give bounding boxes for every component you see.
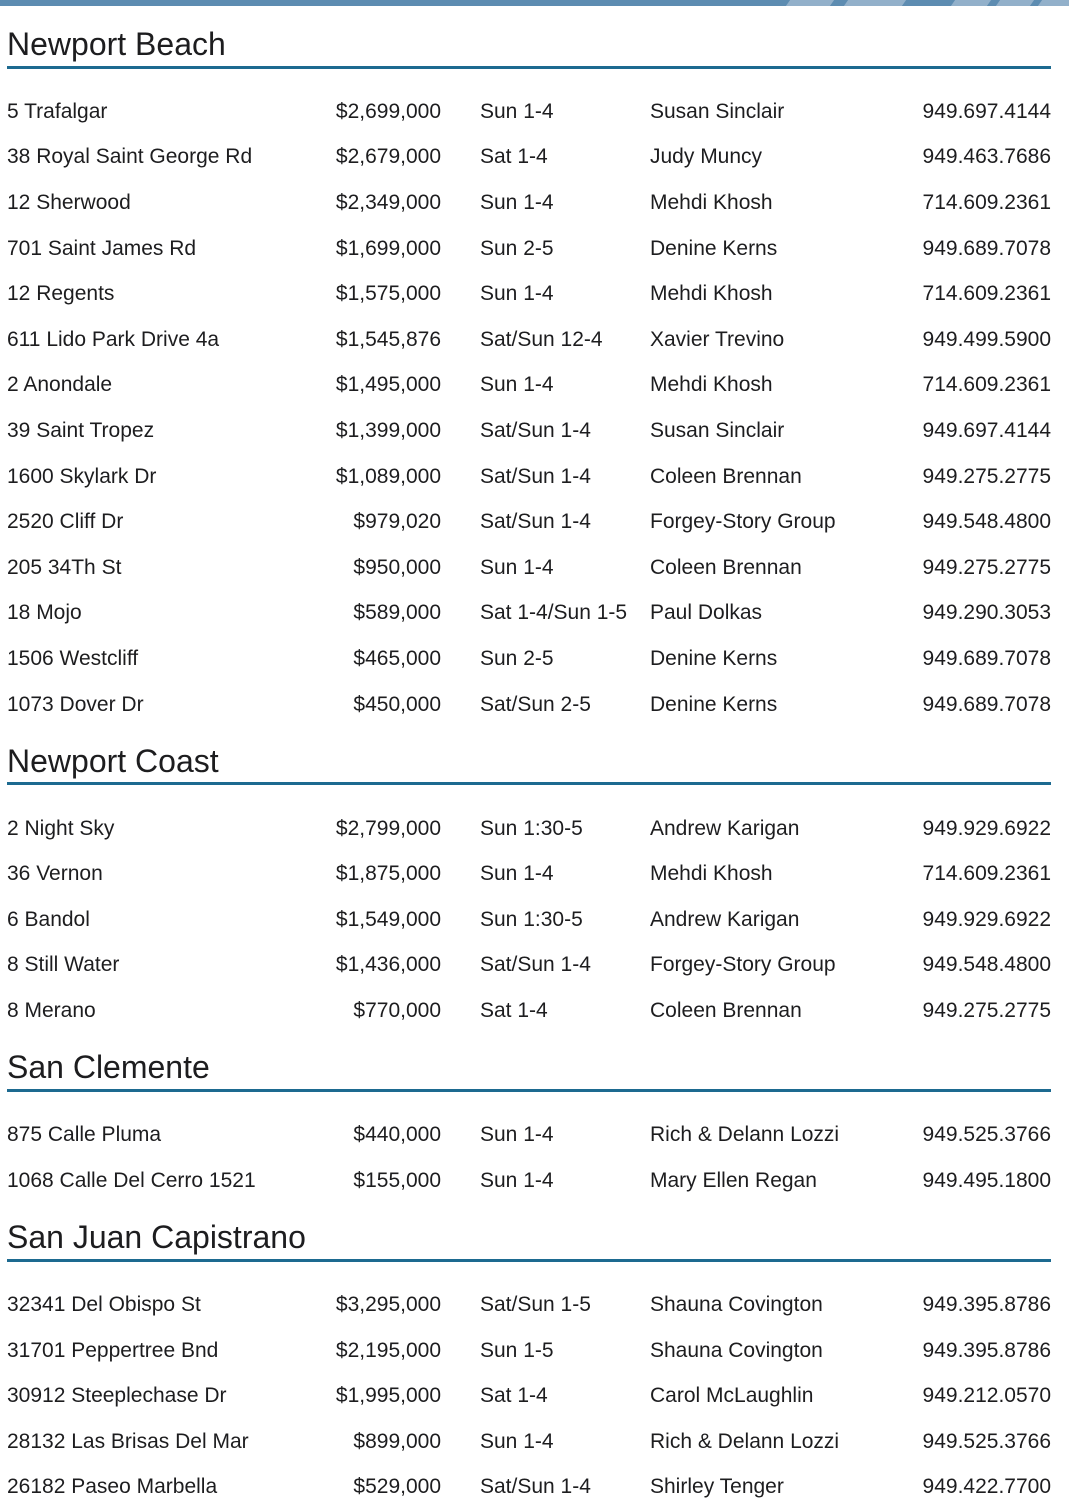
listing-price: $1,875,000 (335, 862, 441, 886)
listing-phone: 949.929.6922 (922, 816, 1051, 840)
listing-open-time: Sat/Sun 1-4 (480, 510, 591, 534)
listing-row (7, 1373, 1051, 1419)
listing-row (7, 134, 1051, 180)
section-title: Newport Beach (7, 27, 1051, 69)
listing-address: 5 Trafalgar (7, 99, 108, 123)
listing-agent: Shauna Covington (650, 1292, 823, 1316)
listing-open-time: Sun 1-4 (480, 99, 554, 123)
listing-agent: Denine Kerns (650, 236, 778, 260)
section-title: San Juan Capistrano (7, 1220, 1051, 1262)
listing-open-time: Sun 1-4 (480, 1123, 554, 1147)
listing-open-time: Sun 1-4 (480, 282, 554, 306)
listing-price: $450,000 (353, 692, 441, 716)
listing-price: $589,000 (353, 601, 441, 625)
listing-row (7, 271, 1051, 317)
listing-row (7, 89, 1051, 135)
listing-open-time: Sat/Sun 12-4 (480, 327, 603, 351)
listing-open-time: Sat 1-4 (480, 999, 548, 1023)
listing-address: 2 Anondale (7, 373, 113, 397)
listing-phone: 949.689.7078 (922, 236, 1051, 260)
listing-phone: 949.290.3053 (922, 601, 1051, 625)
listing-price: $529,000 (353, 1475, 441, 1499)
listing-price: $1,995,000 (335, 1384, 441, 1408)
listing-rows (7, 69, 1051, 729)
listing-open-time: Sun 1:30-5 (480, 907, 583, 931)
listing-open-time: Sun 2-5 (480, 646, 554, 670)
listing-price: $440,000 (353, 1123, 441, 1147)
listing-agent: Shauna Covington (650, 1338, 823, 1362)
listing-price: $1,575,000 (335, 282, 441, 306)
listing-price: $1,495,000 (335, 373, 441, 397)
listing-phone: 949.275.2775 (922, 999, 1051, 1023)
listing-row (7, 590, 1051, 636)
listing-address: 39 Saint Tropez (7, 419, 155, 442)
listing-address: 701 Saint James Rd (7, 236, 197, 260)
listing-price: $1,699,000 (335, 236, 441, 260)
listing-row (7, 988, 1051, 1034)
listing-phone: 949.495.1800 (922, 1168, 1051, 1192)
listing-agent: Rich & Delann Lozzi (650, 1429, 840, 1453)
listing-row (7, 1327, 1051, 1373)
listing-phone: 949.525.3766 (922, 1123, 1051, 1147)
listing-open-time: Sat/Sun 1-4 (480, 419, 591, 442)
listing-address: 205 34Th St (7, 555, 122, 579)
section-title: Newport Coast (7, 744, 1051, 786)
listing-open-time: Sun 1-4 (480, 191, 554, 215)
city-section (7, 27, 1051, 729)
top-bar-stripe (844, 0, 906, 6)
listing-address: 8 Still Water (7, 953, 120, 977)
listing-address: 1506 Westcliff (7, 646, 139, 670)
listing-phone: 714.609.2361 (922, 191, 1051, 215)
listing-address: 18 Mojo (7, 601, 82, 625)
listing-agent: Xavier Trevino (650, 327, 785, 351)
listing-agent: Mary Ellen Regan (650, 1168, 817, 1192)
listing-open-time: Sun 1-4 (480, 862, 554, 886)
listing-row (7, 805, 1051, 851)
listing-row (7, 1112, 1051, 1158)
listing-agent: Susan Sinclair (650, 99, 785, 123)
top-accent-bar (0, 0, 1069, 6)
listing-open-time: Sat/Sun 2-5 (480, 692, 591, 716)
top-bar-stripe (1038, 0, 1069, 6)
listing-agent: Judy Muncy (650, 145, 763, 169)
listing-rows (7, 1262, 1051, 1512)
listing-phone: 949.548.4800 (922, 953, 1051, 977)
listing-phone: 949.548.4800 (922, 510, 1051, 534)
listing-address: 1073 Dover Dr (7, 692, 144, 716)
listing-row (7, 851, 1051, 897)
listing-rows (7, 1092, 1051, 1205)
listing-price: $2,679,000 (335, 145, 441, 169)
listing-price: $2,349,000 (335, 191, 441, 215)
listing-row (7, 362, 1051, 408)
listing-address: 1600 Skylark Dr (7, 464, 157, 488)
listing-price: $465,000 (353, 646, 441, 670)
listing-price: $950,000 (353, 555, 441, 579)
listing-phone: 714.609.2361 (922, 373, 1051, 397)
listing-price: $1,545,876 (335, 327, 441, 351)
listing-address: 875 Calle Pluma (7, 1123, 162, 1147)
listing-address: 1068 Calle Del Cerro 1521 (7, 1168, 256, 1192)
listing-phone: 949.499.5900 (922, 327, 1051, 351)
listing-row (7, 408, 1051, 454)
listing-price: $899,000 (353, 1429, 441, 1453)
listing-price: $770,000 (353, 999, 441, 1023)
listing-price: $3,295,000 (335, 1292, 441, 1316)
listing-phone: 949.212.0570 (922, 1384, 1051, 1408)
listing-open-time: Sat/Sun 1-4 (480, 953, 591, 977)
listing-agent: Shirley Tenger (650, 1475, 784, 1499)
listing-row (7, 636, 1051, 682)
listing-address: 12 Sherwood (7, 191, 131, 215)
listing-address: 12 Regents (7, 282, 115, 306)
listing-phone: 949.275.2775 (922, 464, 1051, 488)
listing-address: 30912 Steeplechase Dr (7, 1384, 227, 1408)
listing-phone: 949.395.8786 (922, 1292, 1051, 1316)
listing-row (7, 1158, 1051, 1204)
listing-open-time: Sat 1-4 (480, 145, 548, 169)
listing-agent: Mehdi Khosh (650, 191, 773, 215)
listing-phone: 949.697.4144 (922, 99, 1051, 123)
listing-address: 8 Merano (7, 999, 96, 1023)
listing-agent: Coleen Brennan (650, 464, 802, 488)
listing-open-time: Sun 1-5 (480, 1338, 554, 1362)
listing-agent: Mehdi Khosh (650, 282, 773, 306)
listing-agent: Susan Sinclair (650, 419, 785, 442)
listing-open-time: Sun 2-5 (480, 236, 554, 260)
listing-price: $1,399,000 (335, 419, 441, 442)
listing-phone: 949.525.3766 (922, 1429, 1051, 1453)
listing-row (7, 180, 1051, 226)
listing-agent: Mehdi Khosh (650, 862, 773, 886)
listing-price: $2,195,000 (335, 1338, 441, 1362)
listing-phone: 949.689.7078 (922, 692, 1051, 716)
city-section (7, 1050, 1051, 1205)
city-section (7, 744, 1051, 1036)
listing-agent: Forgey-Story Group (650, 510, 836, 534)
listing-open-time: Sun 1-4 (480, 373, 554, 397)
listing-phone: 949.689.7078 (922, 646, 1051, 670)
listing-phone: 949.395.8786 (922, 1338, 1051, 1362)
listing-address: 2 Night Sky (7, 816, 115, 840)
listing-address: 611 Lido Park Drive 4a (7, 327, 220, 351)
listing-open-time: Sun 1-4 (480, 555, 554, 579)
listing-agent: Denine Kerns (650, 646, 778, 670)
open-house-listings-document (0, 27, 1069, 1512)
listing-agent: Paul Dolkas (650, 601, 763, 625)
listing-agent: Coleen Brennan (650, 999, 802, 1023)
listing-address: 28132 Las Brisas Del Mar (7, 1429, 249, 1453)
listing-price: $1,089,000 (335, 464, 441, 488)
listing-agent: Forgey-Story Group (650, 953, 836, 977)
listing-phone: 714.609.2361 (922, 862, 1051, 886)
listing-address: 6 Bandol (7, 907, 90, 931)
listing-row (7, 1418, 1051, 1464)
listing-open-time: Sat/Sun 1-4 (480, 1475, 591, 1499)
listing-address: 31701 Peppertree Bnd (7, 1338, 219, 1362)
listing-row (7, 897, 1051, 943)
listing-phone: 949.929.6922 (922, 907, 1051, 931)
listing-phone: 949.275.2775 (922, 555, 1051, 579)
listing-phone: 714.609.2361 (922, 282, 1051, 306)
listing-row (7, 681, 1051, 727)
listing-phone: 949.697.4144 (922, 419, 1051, 442)
top-bar-stripe (786, 0, 834, 6)
top-bar-stripe (996, 0, 1034, 6)
listing-address: 32341 Del Obispo St (7, 1292, 201, 1316)
listing-open-time: Sat 1-4/Sun 1-5 (480, 601, 628, 625)
listing-agent: Denine Kerns (650, 692, 778, 716)
section-title: San Clemente (7, 1050, 1051, 1092)
listing-row (7, 317, 1051, 363)
listing-price: $2,799,000 (335, 816, 441, 840)
listing-price: $979,020 (353, 510, 441, 534)
listing-agent: Andrew Karigan (650, 816, 800, 840)
listing-agent: Andrew Karigan (650, 907, 800, 931)
listing-agent: Coleen Brennan (650, 555, 802, 579)
listing-price: $1,549,000 (335, 907, 441, 931)
listing-address: 38 Royal Saint George Rd (7, 145, 253, 169)
listing-price: $155,000 (353, 1168, 441, 1192)
listing-address: 36 Vernon (7, 862, 103, 886)
listing-open-time: Sat 1-4 (480, 1384, 548, 1408)
listing-open-time: Sun 1:30-5 (480, 816, 583, 840)
listing-phone: 949.463.7686 (922, 145, 1051, 169)
listing-open-time: Sat/Sun 1-5 (480, 1292, 591, 1316)
listing-rows (7, 785, 1051, 1035)
listing-phone: 949.422.7700 (922, 1475, 1051, 1499)
listing-price: $1,436,000 (335, 953, 441, 977)
listing-row (7, 942, 1051, 988)
city-section (7, 1220, 1051, 1512)
listing-row (7, 453, 1051, 499)
listing-agent: Carol McLaughlin (650, 1384, 814, 1408)
listing-row (7, 499, 1051, 545)
listing-row (7, 1282, 1051, 1328)
listing-agent: Rich & Delann Lozzi (650, 1123, 840, 1147)
listing-agent: Mehdi Khosh (650, 373, 773, 397)
listing-open-time: Sat/Sun 1-4 (480, 464, 591, 488)
listing-row (7, 225, 1051, 271)
listing-row (7, 544, 1051, 590)
listing-price: $2,699,000 (335, 99, 441, 123)
listing-row (7, 1464, 1051, 1510)
listing-open-time: Sun 1-4 (480, 1168, 554, 1192)
listing-open-time: Sun 1-4 (480, 1429, 554, 1453)
listing-address: 26182 Paseo Marbella (7, 1475, 218, 1499)
top-bar-stripe (951, 0, 991, 6)
listing-address: 2520 Cliff Dr (7, 510, 124, 534)
